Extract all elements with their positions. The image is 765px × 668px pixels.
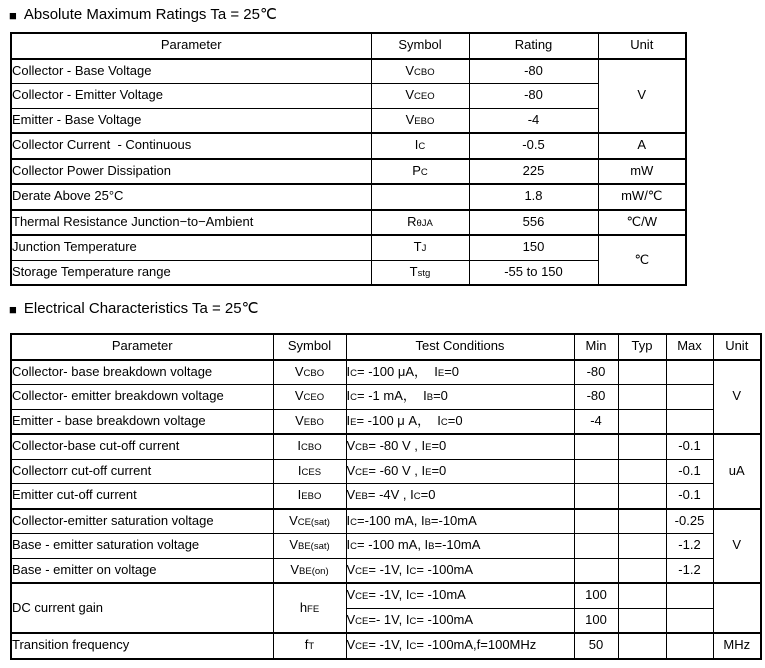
cell-typ <box>618 558 666 583</box>
cell-typ <box>618 484 666 509</box>
section-title-text: Electrical Characteristics Ta = 25℃ <box>23 300 259 317</box>
table-row <box>11 459 761 484</box>
cell-parameter: Collector-emitter saturation voltage <box>11 509 273 534</box>
table-row <box>11 583 761 608</box>
cell-symbol: VCEO <box>273 385 346 410</box>
cell-typ <box>618 583 666 608</box>
col-header-symbol: Symbol <box>273 334 346 360</box>
table-row <box>11 534 761 559</box>
cell-parameter: Emitter - Base Voltage <box>11 108 371 133</box>
cell-symbol: ICBO <box>273 434 346 459</box>
cell-min <box>574 434 618 459</box>
cell-typ <box>618 633 666 659</box>
cell-symbol: VBE(on) <box>273 558 346 583</box>
cell-min <box>574 558 618 583</box>
col-header-max: Max <box>666 334 713 360</box>
cell-symbol: VBE(sat) <box>273 534 346 559</box>
table-row <box>11 360 761 385</box>
cell-symbol: VCBO <box>273 360 346 385</box>
cell-parameter: DC current gain <box>11 583 273 633</box>
section-title-absolute-maximum-ratings <box>9 5 277 25</box>
table-row <box>11 210 686 236</box>
cell-rating: 225 <box>469 159 598 185</box>
cell-unit: V <box>713 360 761 435</box>
cell-typ <box>618 534 666 559</box>
table-row <box>11 59 686 84</box>
cell-parameter: Collector Current - Continuous <box>11 133 371 159</box>
cell-unit: mW/℃ <box>598 184 686 210</box>
cell-symbol: RθJA <box>371 210 469 236</box>
col-header-rating: Rating <box>469 33 598 59</box>
cell-parameter: Collector - Emitter Voltage <box>11 84 371 109</box>
table-row <box>11 509 761 534</box>
table-row <box>11 434 761 459</box>
cell-symbol: fT <box>273 633 346 659</box>
cell-unit <box>713 583 761 633</box>
cell-typ <box>618 409 666 434</box>
cell-conditions: VCE=- 1V, IC= -100mA <box>346 608 574 633</box>
electrical-characteristics-table <box>10 333 762 660</box>
cell-unit: ℃/W <box>598 210 686 236</box>
table-row <box>11 409 761 434</box>
cell-conditions: IC=-100 mA, IB=-10mA <box>346 509 574 534</box>
cell-max <box>666 633 713 659</box>
cell-min <box>574 509 618 534</box>
cell-parameter: Emitter cut-off current <box>11 484 273 509</box>
cell-parameter: Collector Power Dissipation <box>11 159 371 185</box>
cell-symbol: PC <box>371 159 469 185</box>
cell-min: 100 <box>574 608 618 633</box>
cell-symbol: VCEO <box>371 84 469 109</box>
cell-min <box>574 534 618 559</box>
cell-parameter: Junction Temperature <box>11 235 371 260</box>
cell-unit: uA <box>713 434 761 509</box>
cell-parameter: Base - emitter on voltage <box>11 558 273 583</box>
cell-conditions: IE= -100 μ A， IC=0 <box>346 409 574 434</box>
cell-symbol <box>371 184 469 210</box>
cell-max <box>666 409 713 434</box>
table-row <box>11 385 761 410</box>
table-row <box>11 484 761 509</box>
table-row <box>11 235 686 260</box>
table-row <box>11 260 686 285</box>
cell-conditions: VCB= -80 V , IE=0 <box>346 434 574 459</box>
absolute-maximum-ratings-table <box>10 32 687 286</box>
cell-symbol: VEBO <box>371 108 469 133</box>
cell-unit: V <box>713 509 761 584</box>
cell-parameter: Thermal Resistance Junction−to−Ambient <box>11 210 371 236</box>
cell-unit: A <box>598 133 686 159</box>
cell-rating: 150 <box>469 235 598 260</box>
cell-conditions: VCE= -1V, IC= -100mA <box>346 558 574 583</box>
cell-unit: mW <box>598 159 686 185</box>
cell-symbol: VEBO <box>273 409 346 434</box>
cell-rating: -80 <box>469 84 598 109</box>
cell-min: -80 <box>574 360 618 385</box>
cell-unit: V <box>598 59 686 134</box>
cell-symbol: VCE(sat) <box>273 509 346 534</box>
cell-max <box>666 360 713 385</box>
cell-parameter: Base - emitter saturation voltage <box>11 534 273 559</box>
cell-max <box>666 583 713 608</box>
cell-min <box>574 459 618 484</box>
col-header-unit: Unit <box>713 334 761 360</box>
cell-symbol: IEBO <box>273 484 346 509</box>
cell-parameter: Transition frequency <box>11 633 273 659</box>
cell-min: -4 <box>574 409 618 434</box>
cell-rating: 556 <box>469 210 598 236</box>
col-header-parameter: Parameter <box>11 334 273 360</box>
col-header-parameter: Parameter <box>11 33 371 59</box>
cell-max: -1.2 <box>666 534 713 559</box>
table-header-row <box>11 33 686 59</box>
cell-max <box>666 385 713 410</box>
cell-conditions: VEB= -4V , IC=0 <box>346 484 574 509</box>
cell-conditions: VCE= -60 V , IE=0 <box>346 459 574 484</box>
cell-typ <box>618 509 666 534</box>
cell-typ <box>618 434 666 459</box>
cell-unit: MHz <box>713 633 761 659</box>
cell-parameter: Derate Above 25°C <box>11 184 371 210</box>
cell-rating: -80 <box>469 59 598 84</box>
table-row <box>11 184 686 210</box>
table-row <box>11 159 686 185</box>
section-marker-icon: ■ <box>9 7 17 23</box>
cell-conditions: IC= -100 mA, IB=-10mA <box>346 534 574 559</box>
cell-rating: -4 <box>469 108 598 133</box>
cell-rating: 1.8 <box>469 184 598 210</box>
cell-symbol: hFE <box>273 583 346 633</box>
cell-conditions: IC= -1 mA， IB=0 <box>346 385 574 410</box>
cell-min: 50 <box>574 633 618 659</box>
cell-typ <box>618 459 666 484</box>
cell-typ <box>618 385 666 410</box>
cell-symbol: ICES <box>273 459 346 484</box>
cell-parameter: Collector-base cut-off current <box>11 434 273 459</box>
cell-typ <box>618 360 666 385</box>
table-row <box>11 558 761 583</box>
cell-symbol: Tstg <box>371 260 469 285</box>
col-header-min: Min <box>574 334 618 360</box>
section-title-electrical-characteristics <box>9 299 258 319</box>
cell-parameter: Emitter - base breakdown voltage <box>11 409 273 434</box>
cell-min: -80 <box>574 385 618 410</box>
table-row <box>11 108 686 133</box>
cell-parameter: Collectorr cut-off current <box>11 459 273 484</box>
cell-max: -0.25 <box>666 509 713 534</box>
cell-min: 100 <box>574 583 618 608</box>
col-header-unit: Unit <box>598 33 686 59</box>
cell-min <box>574 484 618 509</box>
cell-parameter: Storage Temperature range <box>11 260 371 285</box>
cell-max: -0.1 <box>666 434 713 459</box>
cell-conditions: IC= -100 μA， IE=0 <box>346 360 574 385</box>
cell-conditions: VCE= -1V, IC= -10mA <box>346 583 574 608</box>
cell-symbol: VCBO <box>371 59 469 84</box>
section-title-text: Absolute Maximum Ratings Ta = 25℃ <box>23 6 277 23</box>
cell-unit: ℃ <box>598 235 686 285</box>
cell-max: -1.2 <box>666 558 713 583</box>
col-header-typ: Typ <box>618 334 666 360</box>
cell-max: -0.1 <box>666 459 713 484</box>
table-row <box>11 633 761 659</box>
cell-typ <box>618 608 666 633</box>
cell-parameter: Collector- base breakdown voltage <box>11 360 273 385</box>
cell-rating: -55 to 150 <box>469 260 598 285</box>
table-header-row <box>11 334 761 360</box>
section-marker-icon: ■ <box>9 301 17 317</box>
col-header-symbol: Symbol <box>371 33 469 59</box>
cell-symbol: TJ <box>371 235 469 260</box>
cell-rating: -0.5 <box>469 133 598 159</box>
table-row <box>11 133 686 159</box>
cell-symbol: IC <box>371 133 469 159</box>
cell-parameter: Collector- emitter breakdown voltage <box>11 385 273 410</box>
cell-conditions: VCE= -1V, IC= -100mA,f=100MHz <box>346 633 574 659</box>
col-header-test-conditions: Test Conditions <box>346 334 574 360</box>
cell-max: -0.1 <box>666 484 713 509</box>
cell-max <box>666 608 713 633</box>
cell-parameter: Collector - Base Voltage <box>11 59 371 84</box>
table-row <box>11 84 686 109</box>
